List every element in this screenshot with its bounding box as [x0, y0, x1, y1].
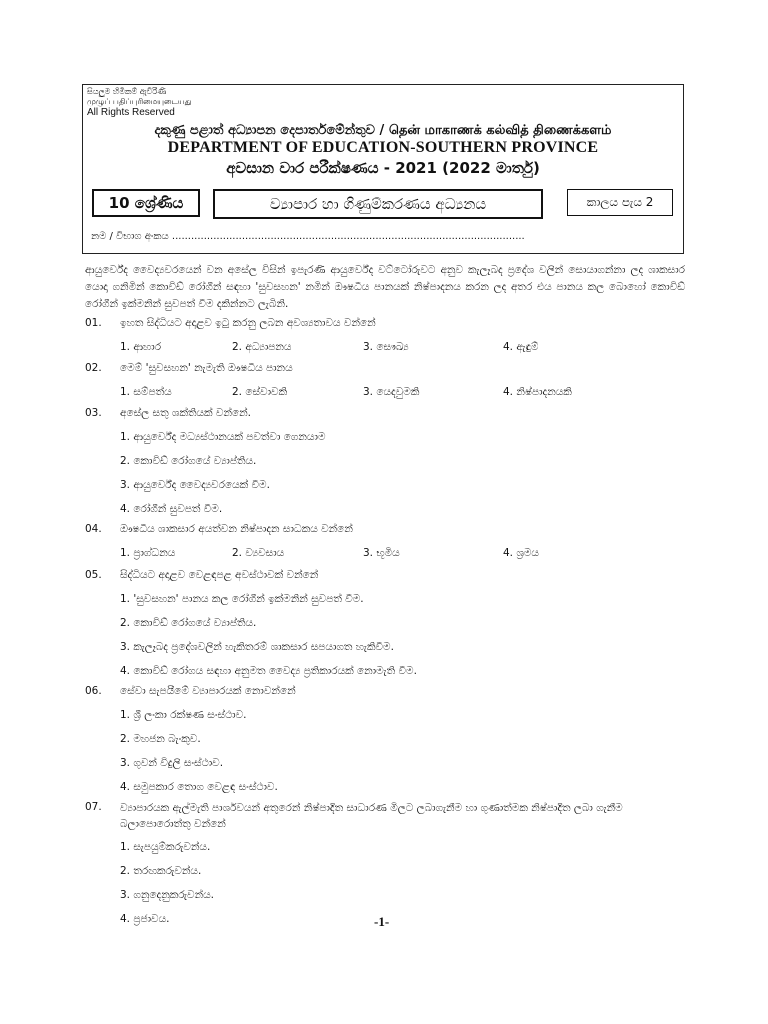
option: 1. ශ්‍රී ලංකා රක්ෂණ සංස්ථාව.	[120, 709, 247, 721]
option: 2. තරඟකරුවන්ය.	[120, 865, 202, 877]
option: 2. ව්‍යවසාය	[232, 547, 285, 559]
option: 4. ඇඳුම්	[503, 341, 539, 353]
exam-title: අවසාන වාර පරීක්ෂණය - 2021 (2022 මාර්තු)	[226, 159, 540, 177]
question-text: සේවා සැපයීමේ ව්‍යාපාරයක් නොවන්නේ	[120, 685, 296, 697]
option: 3. ගුවන් විදුලි සංස්ථාව.	[120, 757, 224, 769]
option: 1. ආයුර්වේද මධ්‍යස්ථානයක් පවත්වා ගෙනයාම	[120, 431, 326, 443]
time-box: කාලය පැය 2	[567, 189, 673, 216]
option: 4. ශ්‍රමය	[503, 547, 539, 559]
option: 1. ආහාර	[120, 341, 162, 353]
question-number: 06.	[85, 685, 102, 697]
department-name-local: දකුණු පළාත් අධ්‍යාපන දෙපාර්තමේන්තුව / தென் மாகாணக் கல்வித் திணைக்களம்	[154, 123, 612, 138]
question-text: අසේල සතු ශක්තියක් වන්නේ.	[120, 407, 251, 419]
option: 3. යෙදවුමකි	[363, 386, 420, 398]
name-index-line: නම / විභාග අංකය ...............................................................................................................	[91, 231, 525, 242]
question-number: 04.	[85, 523, 102, 535]
option: 4. කොවිඩ් රෝගය සඳහා අනුමත වෛද්‍ය ප්‍රතිකාරයක් නොමැති වීම.	[120, 665, 417, 677]
rights-si: සියලුම හිමිකම් ඇවිරිණි	[87, 87, 167, 96]
header-box	[82, 84, 684, 254]
option: 2. සේවාවකි	[232, 386, 288, 398]
grade-box: 10 ශ්‍රේණිය	[92, 189, 200, 217]
question-text: ඖෂධීය ශාකසාර අයත්වන නිෂ්පාදන සාධකය වන්නේ	[120, 523, 353, 535]
option: 3. භූමිය	[363, 547, 400, 559]
option: 4. ප්‍රජාවය.	[120, 913, 170, 925]
option: 4. සමුපකාර තොග වෙළඳ සංස්ථාව.	[120, 781, 278, 793]
department-name-english: DEPARTMENT OF EDUCATION-SOUTHERN PROVINCE	[167, 139, 599, 156]
rights-en: All Rights Reserved	[87, 107, 175, 118]
question-number: 02.	[85, 362, 102, 374]
option: 4. නිෂ්පාදනයකි	[503, 386, 572, 398]
intro-paragraph: ආයුර්වේද වෛද්‍යවරයෙන් වන අසේල විසින් ඉපැරණි ආයුර්වේද වට්ටෝරුවට අනුව කැලෑබද ප්‍රදේශ වලින් සොයාගන්නා ලද ශාකසාර යොදා ගනිමින් කොවිඩ් රෝගීන් සඳහා 'සුවසහන' නමින් ඖෂධීය පානයක් නිෂ්පාදනය කරන ලද අතර එය පානය කල බොහෝ කොවිඩ් රෝගීන් ඉක්මනින් සුවපත් වීම දකින්නට ලැබිනි.	[85, 264, 685, 310]
option: 1. 'සුවසහන' පානය කල රෝගීන් ඉක්මනින් සුවපත් වීම.	[120, 593, 364, 605]
rights-notice	[87, 87, 192, 119]
subject-box: ව්‍යාපාර හා ගිණුම්කරණය අධ්‍යනය	[213, 189, 543, 219]
option: 1. සැපයුම්කරුවන්ය.	[120, 841, 211, 853]
option: 3. සෞඛ්‍ය	[363, 341, 409, 353]
option: 1. සම්පත්ය	[120, 386, 172, 398]
rights-ta: முழுப் பதிப்புரிமையுடையது	[87, 97, 192, 106]
option: 3. ගනුදෙනුකරුවන්ය.	[120, 889, 214, 901]
question-text: ව්‍යාපාරයක ඇල්මැති පාර්ශවයන් අතුරෙන් නිෂ්පාදිත සාධාරණ මිලට ලබාගැනීම හා ගුණාත්මක නිෂ්පාදිත ලබා ගැනීම බලාපොරොත්තු වන්නේ	[120, 802, 623, 830]
option: 2. අධ්‍යාපනය	[232, 341, 292, 353]
question-text: ඉහත සිද්ධියට අදාළව ඉටු කරනු ලබන අවශ්‍යතාවය වන්නේ	[120, 317, 376, 329]
option: 2. මහජන බැංකුව.	[120, 733, 201, 745]
question-number: 01.	[85, 317, 102, 329]
question-text: සිද්ධියට අදාළව වෙළඳපළ අවස්ථාවක් වන්නේ	[120, 569, 319, 581]
option: 4. රෝගීන් සුවපත් වීම.	[120, 503, 223, 515]
question-number: 05.	[85, 569, 102, 581]
option: 3. ආයුර්වේද වෛද්‍යවරයෙක් වීම.	[120, 479, 270, 491]
page-number: -1-	[374, 914, 390, 929]
option: 2. කොවිඩ් රෝගයේ ව්‍යාප්තිය.	[120, 617, 257, 629]
option: 3. කැලෑබද ප්‍රදේශවලින් හැකිතරම් ශාකසාර සපයාගත හැකිවීම.	[120, 641, 394, 653]
question-number: 03.	[85, 407, 102, 419]
question-number: 07.	[85, 801, 102, 813]
option: 2. කොවිඩ් රෝගයේ ව්‍යාප්තිය.	[120, 455, 257, 467]
option: 1. ප්‍රාග්ධනය	[120, 547, 176, 559]
question-text: මෙම් 'සුවසහන' නැමැති ඖෂධීය පානය	[120, 362, 293, 374]
